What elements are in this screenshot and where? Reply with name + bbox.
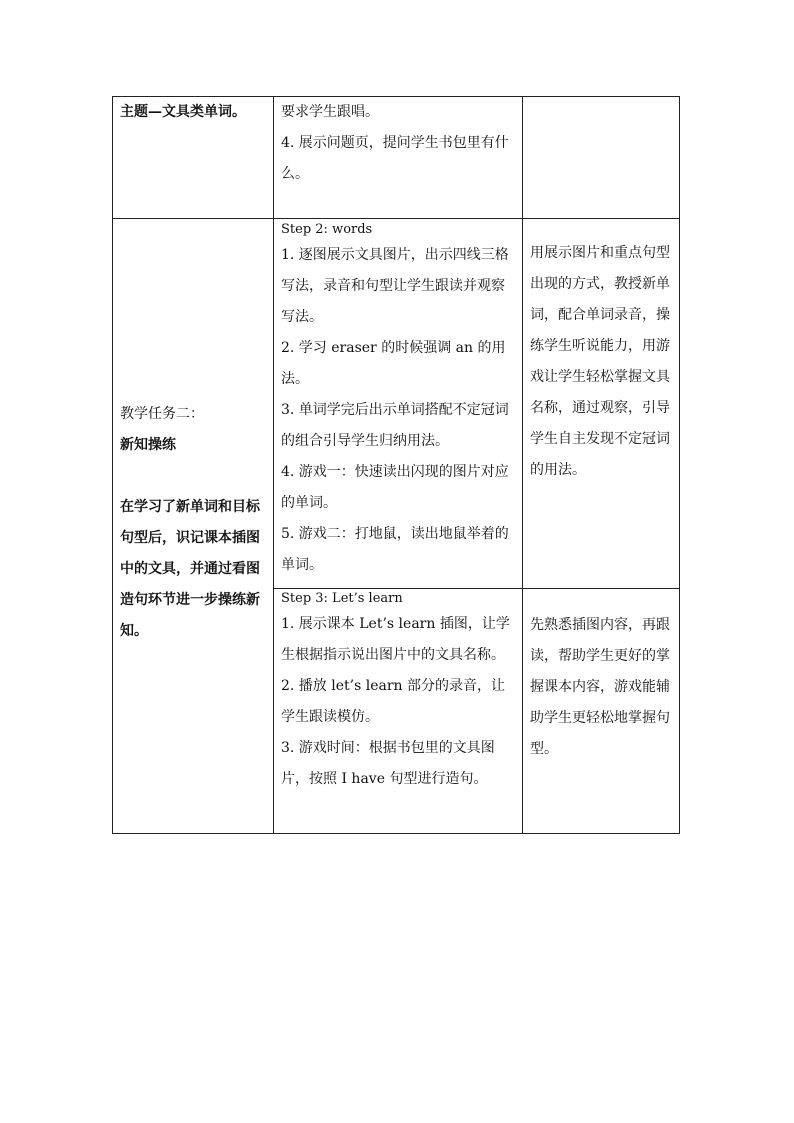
step3-item: 3. 游戏时间：根据书包里的文具图片，按照 I have 句型进行造句。 — [281, 740, 495, 787]
activity-line: 要求学生跟唱。 — [281, 104, 379, 120]
step2-item: 3. 单词学完后出示单词搭配不定冠词的组合引导学生归纳用法。 — [281, 402, 509, 449]
step2-item: 4. 游戏一：快速读出闪现的图片对应的单词。 — [281, 464, 509, 511]
lesson-plan-table — [112, 96, 680, 834]
task-cell-row2 — [113, 219, 274, 834]
task-description: 在学习了新单词和目标句型后，识记课本插图中的文具，并通过看图造句环节进一步操练新知。 — [120, 499, 260, 639]
step2-heading: Step 2: words — [281, 222, 373, 237]
step2-item: 2. 学习 eraser 的时候强调 an 的用法。 — [281, 340, 506, 387]
step2-purpose-cell — [523, 219, 680, 589]
activity-line: 4. 展示问题页，提问学生书包里有什么。 — [281, 135, 509, 182]
task-cell-row1 — [113, 97, 274, 219]
purpose-cell-row1 — [523, 97, 680, 219]
step3-purpose-cell — [523, 589, 680, 834]
step3-item: 2. 播放 let’s learn 部分的录音，让学生跟读模仿。 — [281, 678, 505, 725]
step2-activity-cell — [274, 219, 523, 589]
step2-purpose: 用展示图片和重点句型出现的方式，教授新单词，配合单词录音，操练学生听说能力，用游戏让学生轻松掌握文具名称，通过观察，引导学生自主发现不定冠词的用法。 — [530, 245, 670, 478]
task-title: 教学任务二： — [120, 406, 204, 422]
step2-item: 5. 游戏二：打地鼠，读出地鼠举着的单词。 — [281, 526, 509, 573]
step3-purpose: 先熟悉插图内容，再跟读，帮助学生更好的掌握课本内容，游戏能辅助学生更轻松地掌握句型。 — [530, 617, 670, 757]
task-text: 主题—文具类单词。 — [120, 104, 246, 120]
step3-activity-cell — [274, 589, 523, 834]
activity-cell-row1 — [274, 97, 523, 219]
step3-heading: Step 3: Let’s learn — [281, 591, 403, 606]
task-name: 新知操练 — [120, 437, 176, 453]
step3-item: 1. 展示课本 Let’s learn 插图，让学生根据指示说出图片中的文具名称。 — [281, 616, 510, 663]
step2-item: 1. 逐图展示文具图片，出示四线三格写法，录音和句型让学生跟读并观察写法。 — [281, 247, 509, 325]
